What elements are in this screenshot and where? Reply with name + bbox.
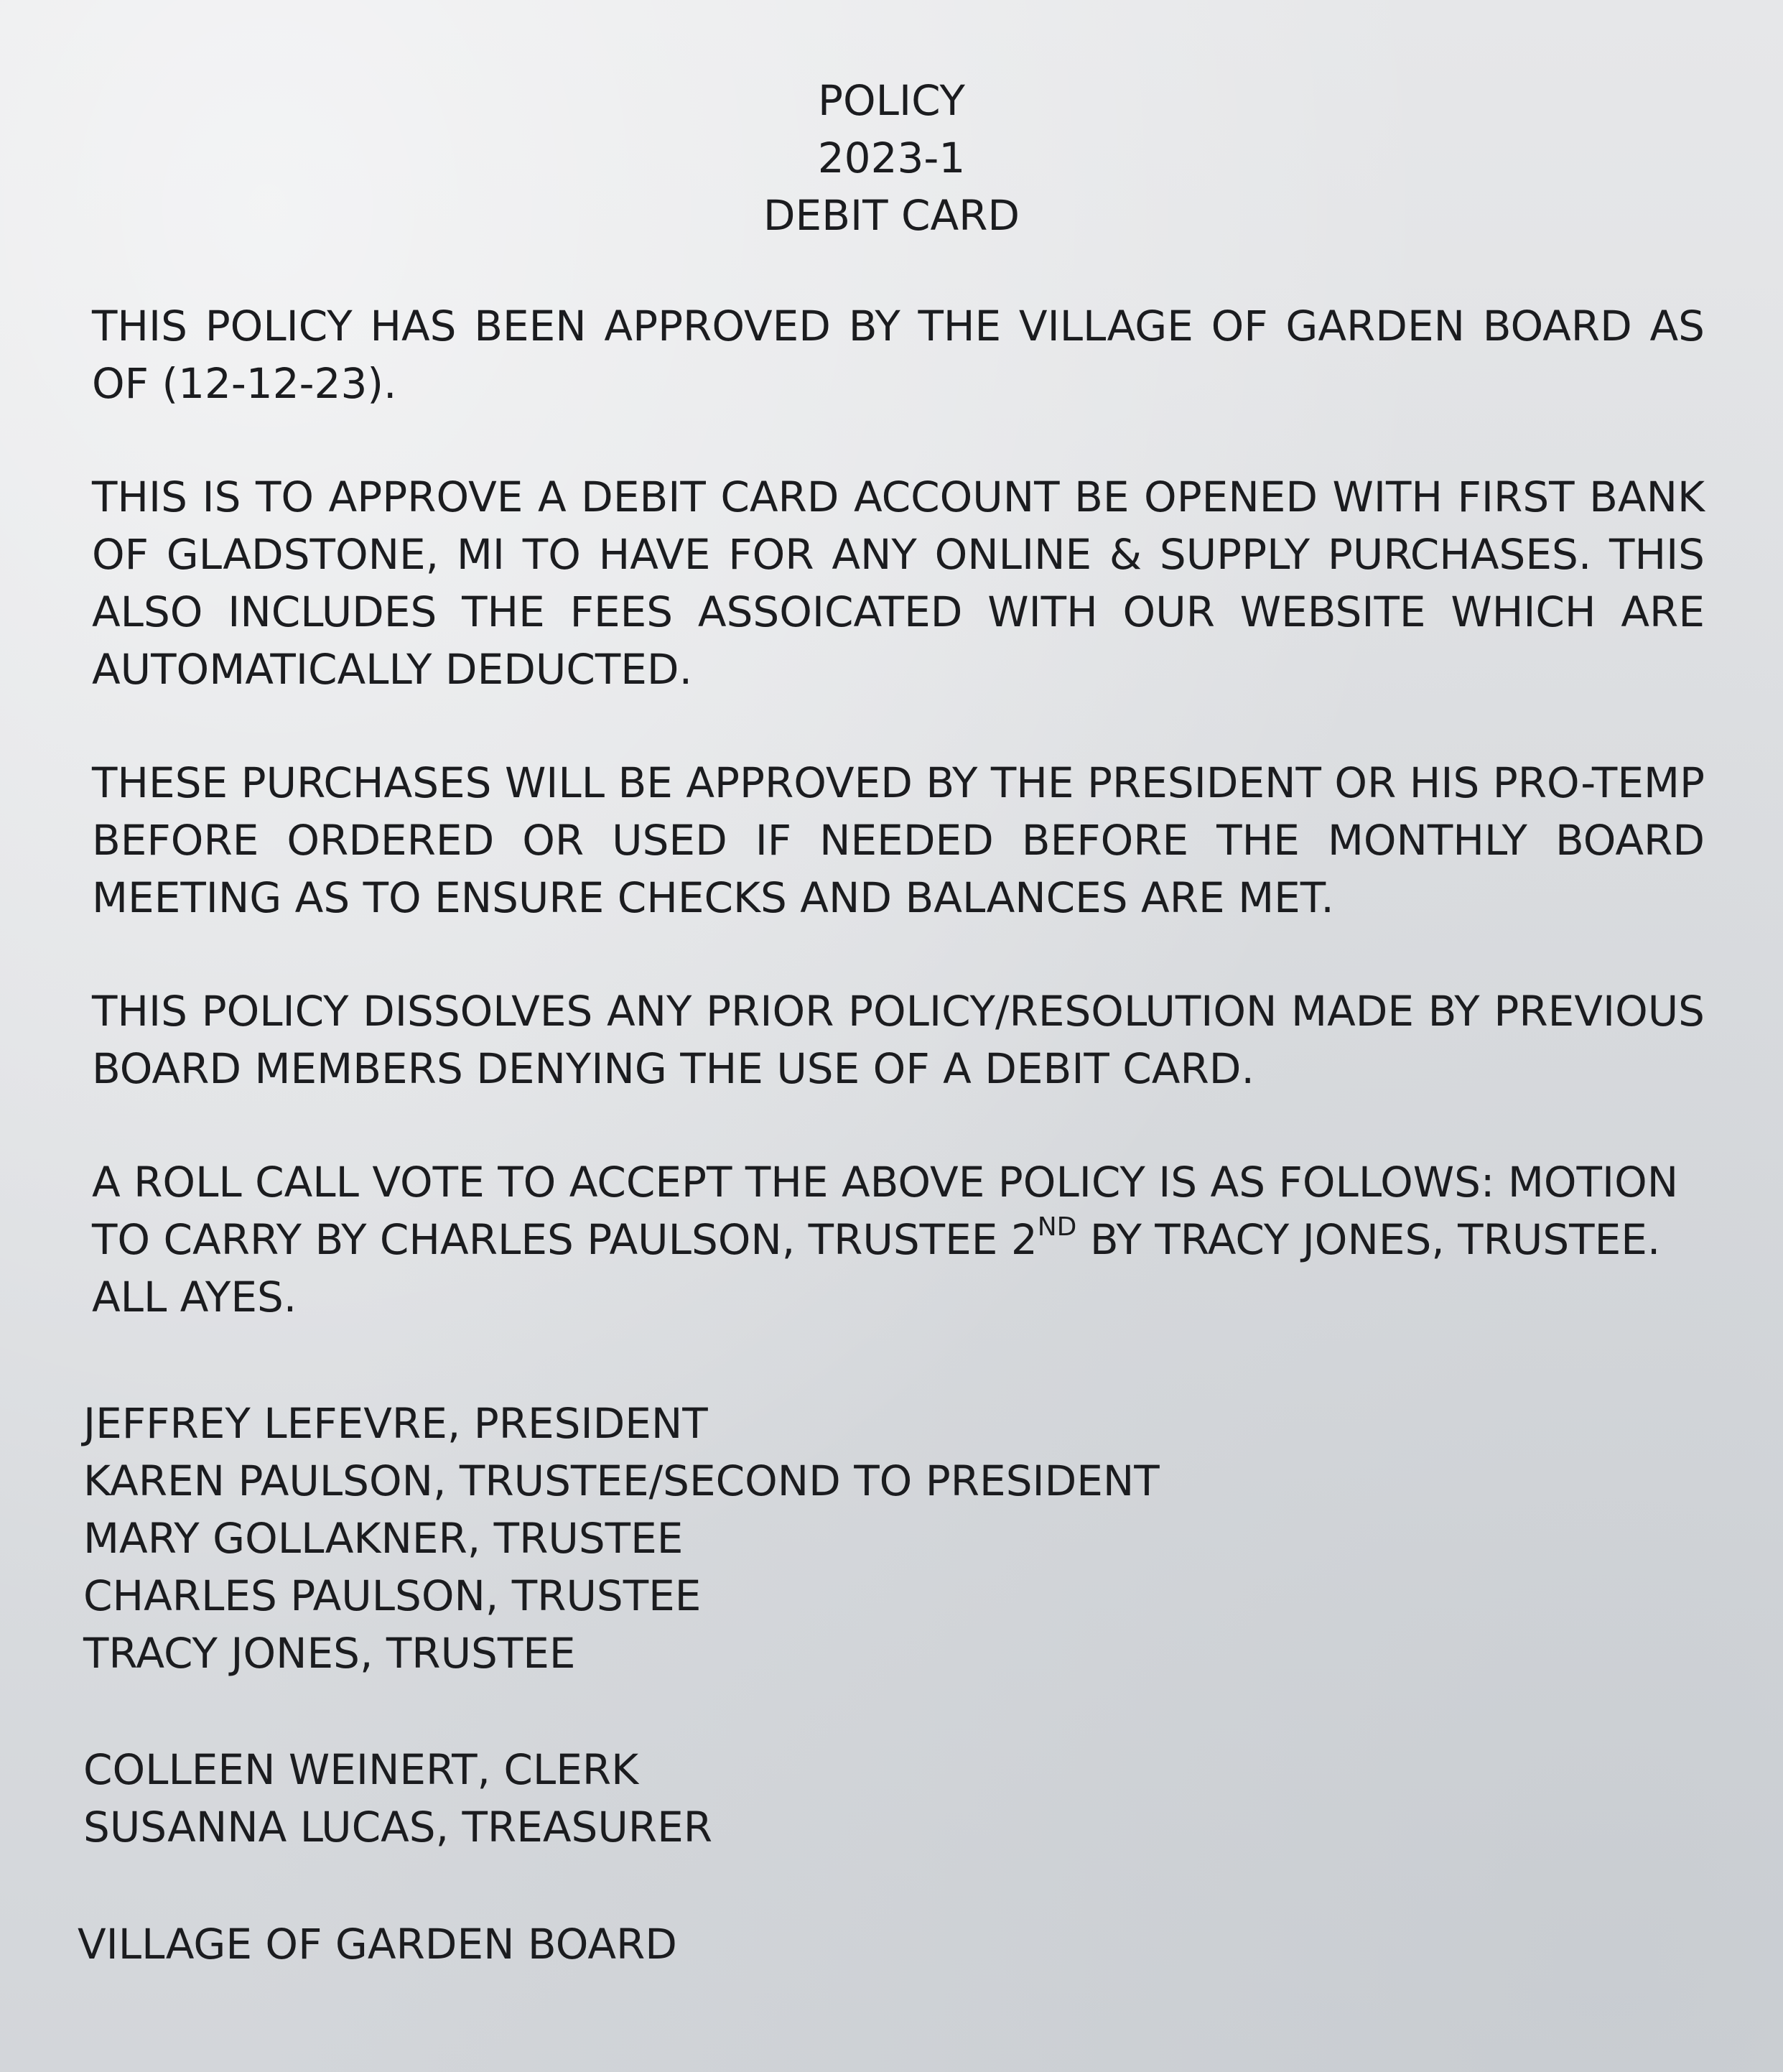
vote-text-before: A ROLL CALL VOTE TO ACCEPT THE ABOVE POLICY IS AS FOLLOWS: MOTION TO CARRY BY CHARLES PAULSON, TRUSTEE 2 <box>92 1158 1679 1264</box>
board-member: CHARLES PAULSON, TRUSTEE <box>83 1571 702 1620</box>
board-signature-line: VILLAGE OF GARDEN BOARD <box>78 1920 677 1969</box>
board-members-list <box>83 1395 1376 1682</box>
purchases-paragraph: THESE PURCHASES WILL BE APPROVED BY THE PRESIDENT OR HIS PRO-TEMP BEFORE ORDERED OR USED IF NEEDED BEFORE THE MONTHLY BOARD MEETING AS TO ENSURE CHECKS AND BALANCES ARE MET. <box>92 758 1705 922</box>
policy-title: POLICY <box>818 76 965 125</box>
policy-subject: DEBIT CARD <box>763 191 1020 240</box>
account-paragraph: THIS IS TO APPROVE A DEBIT CARD ACCOUNT BE OPENED WITH FIRST BANK OF GLADSTONE, MI TO HAVE FOR ANY ONLINE & SUPPLY PURCHASES. THIS ALSO INCLUDES THE FEES ASSOICATED WITH OUR WEBSITE WHICH ARE AUTOMATICALLY DEDUCTED. <box>92 473 1705 694</box>
approval-paragraph: THIS POLICY HAS BEEN APPROVED BY THE VILLAGE OF GARDEN BOARD AS OF (12-12-23). <box>92 302 1705 408</box>
vote-text-after: BY TRACY JONES, TRUSTEE. ALL AYES. <box>92 1215 1661 1321</box>
board-member: KAREN PAULSON, TRUSTEE/SECOND TO PRESIDENT <box>83 1457 1160 1505</box>
officer: SUSANNA LUCAS, TREASURER <box>83 1803 713 1852</box>
policy-body <box>92 297 1705 1382</box>
board-member: TRACY JONES, TRUSTEE <box>83 1629 576 1678</box>
policy-heading <box>0 72 1783 244</box>
board-member: MARY GOLLAKNER, TRUSTEE <box>83 1514 684 1563</box>
officers-list <box>83 1741 1376 1856</box>
officer: COLLEEN WEINERT, CLERK <box>83 1745 639 1794</box>
roll-call-vote-paragraph <box>92 1153 1705 1326</box>
policy-number: 2023-1 <box>817 134 966 182</box>
dissolves-paragraph: THIS POLICY DISSOLVES ANY PRIOR POLICY/RESOLUTION MADE BY PREVIOUS BOARD MEMBERS DENYING THE USE OF A DEBIT CARD. <box>92 987 1705 1093</box>
vote-superscript: ND <box>1037 1212 1077 1242</box>
board-member: JEFFREY LEFEVRE, PRESIDENT <box>83 1399 708 1448</box>
